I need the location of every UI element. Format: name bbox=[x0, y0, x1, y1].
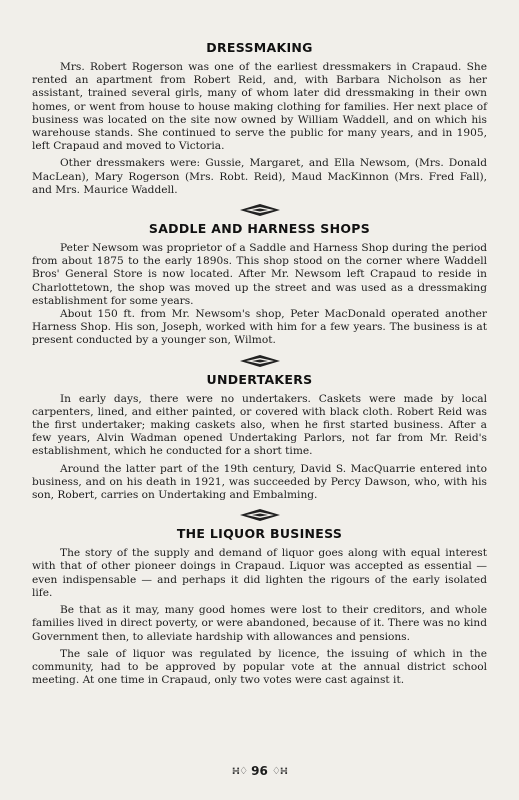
paragraph: Be that as it may, many good homes were lost to their creditors, and whole families lived in direct poverty, or were abandoned, because of it. There was no kind Government then, to alleviate hardship with allowances and pensions. bbox=[32, 604, 487, 643]
section-dressmaking bbox=[32, 40, 487, 197]
diamond-ornament-icon bbox=[32, 203, 487, 217]
paragraph: Around the latter part of the 19th century, David S. MacQuarrie entered into business, and on his death in 1921, was succeeded by Percy Dawson, who, with his son, Robert, carries on Undertaking and Embalming. bbox=[32, 462, 487, 502]
section-undertakers bbox=[32, 372, 487, 503]
section-heading: SADDLE AND HARNESS SHOPS bbox=[148, 221, 371, 237]
paragraph: The story of the supply and demand of liquor goes along with equal interest with that of other pioneer doings in Crapaud. Liquor was accepted as essential — even indispensable — and perhaps it did lighten the rigours of the early isolated life. bbox=[32, 547, 487, 599]
paragraph: In early days, there were no undertakers. Caskets were made by local carpenters, lined, and either painted, or covered with black cloth. Robert Reid was the first undertaker; making caskets also, when he first started business. After a few years, Alvin Wadman opened Undertaking Parlors, not far from Mr. Reid's establishment, which he conducted for a short time. bbox=[32, 392, 487, 458]
paragraph: Mrs. Robert Rogerson was one of the earliest dressmakers in Crapaud. She rented an apartment from Robert Reid, and, with Barbara Nicholson as her assistant, trained several girls, many of whom later did dressmaking in their own homes, or went from house to house making clothing for families. Her next place of business was located on the site now owned by William Waddell, and on which his warehouse stands. She continued to serve the public for many years, and in 1905, left Crapaud and moved to Victoria. bbox=[32, 61, 487, 153]
section-saddle-harness bbox=[32, 221, 487, 348]
diamond-ornament-icon bbox=[32, 354, 487, 368]
section-heading: UNDERTAKERS bbox=[206, 371, 313, 387]
paragraph: Other dressmakers were: Gussie, Margaret, and Ella Newsom, (Mrs. Donald MacLean), Mary Rogerson (Mrs. Robt. Reid), Maud MacKinnon (Mrs. Fred Fall), and Mrs. Maurice Waddell. bbox=[32, 157, 487, 196]
section-heading: DRESSMAKING bbox=[206, 40, 313, 55]
page-flourish-icon: ♢∺ bbox=[271, 765, 288, 777]
page-number: 96 bbox=[251, 764, 268, 778]
section-liquor-business bbox=[32, 526, 487, 687]
section-heading: THE LIQUOR BUSINESS bbox=[176, 526, 343, 542]
paragraph: The sale of liquor was regulated by licence, the issuing of which in the community, had to be approved by popular vote at the annual district school meeting. At one time in Crapaud, only two votes were cast against it. bbox=[32, 647, 487, 687]
page-flourish-icon: ∺♢ bbox=[231, 765, 248, 777]
paragraph: Peter Newsom was proprietor of a Saddle and Harness Shop during the period from about 1875 to the early 1890s. This shop stood on the corner where Waddell Bros' General Store is now located. After Mr. Newsom left Crapaud to reside in Charlottetown, the shop was moved up the street and was used as a dressmaking establishment for some years. bbox=[32, 242, 487, 307]
paragraph: About 150 ft. from Mr. Newsom's shop, Peter MacDonald operated another Harness Shop. His son, Joseph, worked with him for a few years. The business is at present conducted by a younger son, Wilmot. bbox=[32, 308, 487, 347]
diamond-ornament-icon bbox=[32, 508, 487, 522]
page-footer bbox=[0, 764, 519, 778]
